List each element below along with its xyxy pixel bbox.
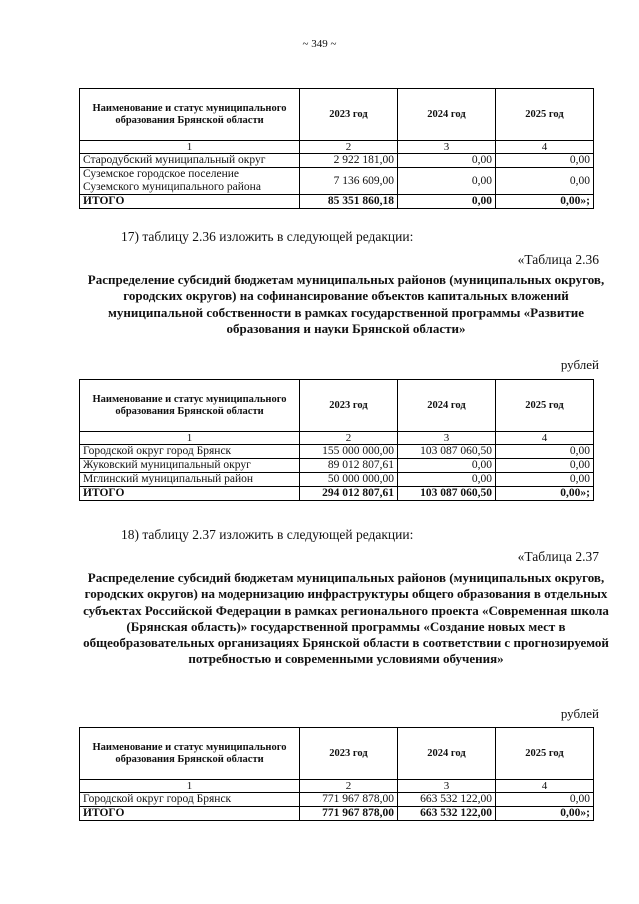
amendment-item-17: 17) таблицу 2.36 изложить в следующей редакции:: [121, 229, 414, 244]
row-name: Жуковский муниципальный округ: [80, 459, 300, 473]
header-name: Наименование и статус муниципального образования Брянской области: [80, 89, 300, 141]
header-2025: 2025 год: [496, 380, 594, 432]
index-3: 3: [398, 780, 496, 793]
row-2025: 0,00: [496, 793, 594, 807]
row-2023: 50 000 000,00: [300, 473, 398, 487]
row-2024: 0,00: [398, 168, 496, 195]
index-2: 2: [300, 432, 398, 445]
table-label-2-37: «Таблица 2.37: [517, 549, 599, 564]
total-2025: 0,00»;: [496, 807, 594, 821]
page-number: ~ 349 ~: [302, 38, 337, 50]
total-2024: 0,00: [398, 195, 496, 209]
row-name: Городской округ город Брянск: [80, 793, 300, 807]
row-2025: 0,00: [496, 168, 594, 195]
row-2023: 7 136 609,00: [300, 168, 398, 195]
index-1: 1: [80, 780, 300, 793]
unit-label-2-36: рублей: [560, 357, 599, 372]
row-name: Мглинский муниципальный район: [80, 473, 300, 487]
index-2: 2: [300, 780, 398, 793]
unit-label-2-37: рублей: [560, 706, 599, 721]
index-4: 4: [496, 141, 594, 154]
table-2-36: [79, 379, 594, 501]
table-row: [80, 154, 594, 168]
row-2023: 2 922 181,00: [300, 154, 398, 168]
header-2024: 2024 год: [398, 89, 496, 141]
index-3: 3: [398, 141, 496, 154]
total-2023: 294 012 807,61: [300, 487, 398, 501]
index-2: 2: [300, 141, 398, 154]
index-1: 1: [80, 432, 300, 445]
row-2024: 0,00: [398, 154, 496, 168]
table-index-row: [80, 141, 594, 154]
total-2024: 663 532 122,00: [398, 807, 496, 821]
index-3: 3: [398, 432, 496, 445]
table-header-row: [80, 728, 594, 780]
table-index-row: [80, 432, 594, 445]
index-4: 4: [496, 780, 594, 793]
total-label: ИТОГО: [80, 487, 300, 501]
total-label: ИТОГО: [80, 195, 300, 209]
table-header-row: [80, 89, 594, 141]
header-2023: 2023 год: [300, 380, 398, 432]
table-row: [80, 459, 594, 473]
row-name: Городской округ город Брянск: [80, 445, 300, 459]
row-2023: 155 000 000,00: [300, 445, 398, 459]
row-2024: 0,00: [398, 459, 496, 473]
amendment-item-18: 18) таблицу 2.37 изложить в следующей редакции:: [121, 527, 414, 542]
row-name: Стародубский муниципальный округ: [80, 154, 300, 168]
index-4: 4: [496, 432, 594, 445]
header-2023: 2023 год: [300, 728, 398, 780]
heading-2-36: Распределение субсидий бюджетам муниципальных районов (муниципальных округов, городских округов) на софинансирование объектов капитальных вложений муниципальной собственности в рамках государственной программы «Развитие образования и науки Брянской области»: [87, 272, 605, 336]
table-total-row: [80, 807, 594, 821]
row-2025: 0,00: [496, 473, 594, 487]
table-2-35-continuation: [79, 88, 594, 209]
total-2025: 0,00»;: [496, 487, 594, 501]
header-2023: 2023 год: [300, 89, 398, 141]
total-2023: 85 351 860,18: [300, 195, 398, 209]
table-row: [80, 168, 594, 195]
row-2024: 0,00: [398, 473, 496, 487]
header-2025: 2025 год: [496, 89, 594, 141]
table-row: [80, 473, 594, 487]
table-label-2-36: «Таблица 2.36: [517, 252, 599, 267]
row-2023: 771 967 878,00: [300, 793, 398, 807]
header-2024: 2024 год: [398, 380, 496, 432]
total-2024: 103 087 060,50: [398, 487, 496, 501]
header-name: Наименование и статус муниципального образования Брянской области: [80, 380, 300, 432]
table-row: [80, 445, 594, 459]
table-total-row: [80, 195, 594, 209]
table-total-row: [80, 487, 594, 501]
index-1: 1: [80, 141, 300, 154]
row-name: Суземское городское поселение Суземского муниципального района: [80, 168, 300, 195]
row-2025: 0,00: [496, 459, 594, 473]
table-header-row: [80, 380, 594, 432]
table-2-37: [79, 727, 594, 821]
row-2024: 103 087 060,50: [398, 445, 496, 459]
total-2023: 771 967 878,00: [300, 807, 398, 821]
heading-2-37: Распределение субсидий бюджетам муниципальных районов (муниципальных округов, городских округов) на модернизацию инфраструктуры общего образования в отдельных субъектах Российской Федерации в рамках регионального проекта «Современная школа (Брянская область)» государственной программы «Создание новых мест в общеобразовательных организациях Брянской области в соответствии с прогнозируемой потребностью и современными условиями обучения»: [83, 570, 609, 667]
table-index-row: [80, 780, 594, 793]
header-2024: 2024 год: [398, 728, 496, 780]
row-2023: 89 012 807,61: [300, 459, 398, 473]
header-name: Наименование и статус муниципального образования Брянской области: [80, 728, 300, 780]
header-2025: 2025 год: [496, 728, 594, 780]
table-row: [80, 793, 594, 807]
row-2024: 663 532 122,00: [398, 793, 496, 807]
row-2025: 0,00: [496, 445, 594, 459]
total-2025: 0,00»;: [496, 195, 594, 209]
total-label: ИТОГО: [80, 807, 300, 821]
row-2025: 0,00: [496, 154, 594, 168]
